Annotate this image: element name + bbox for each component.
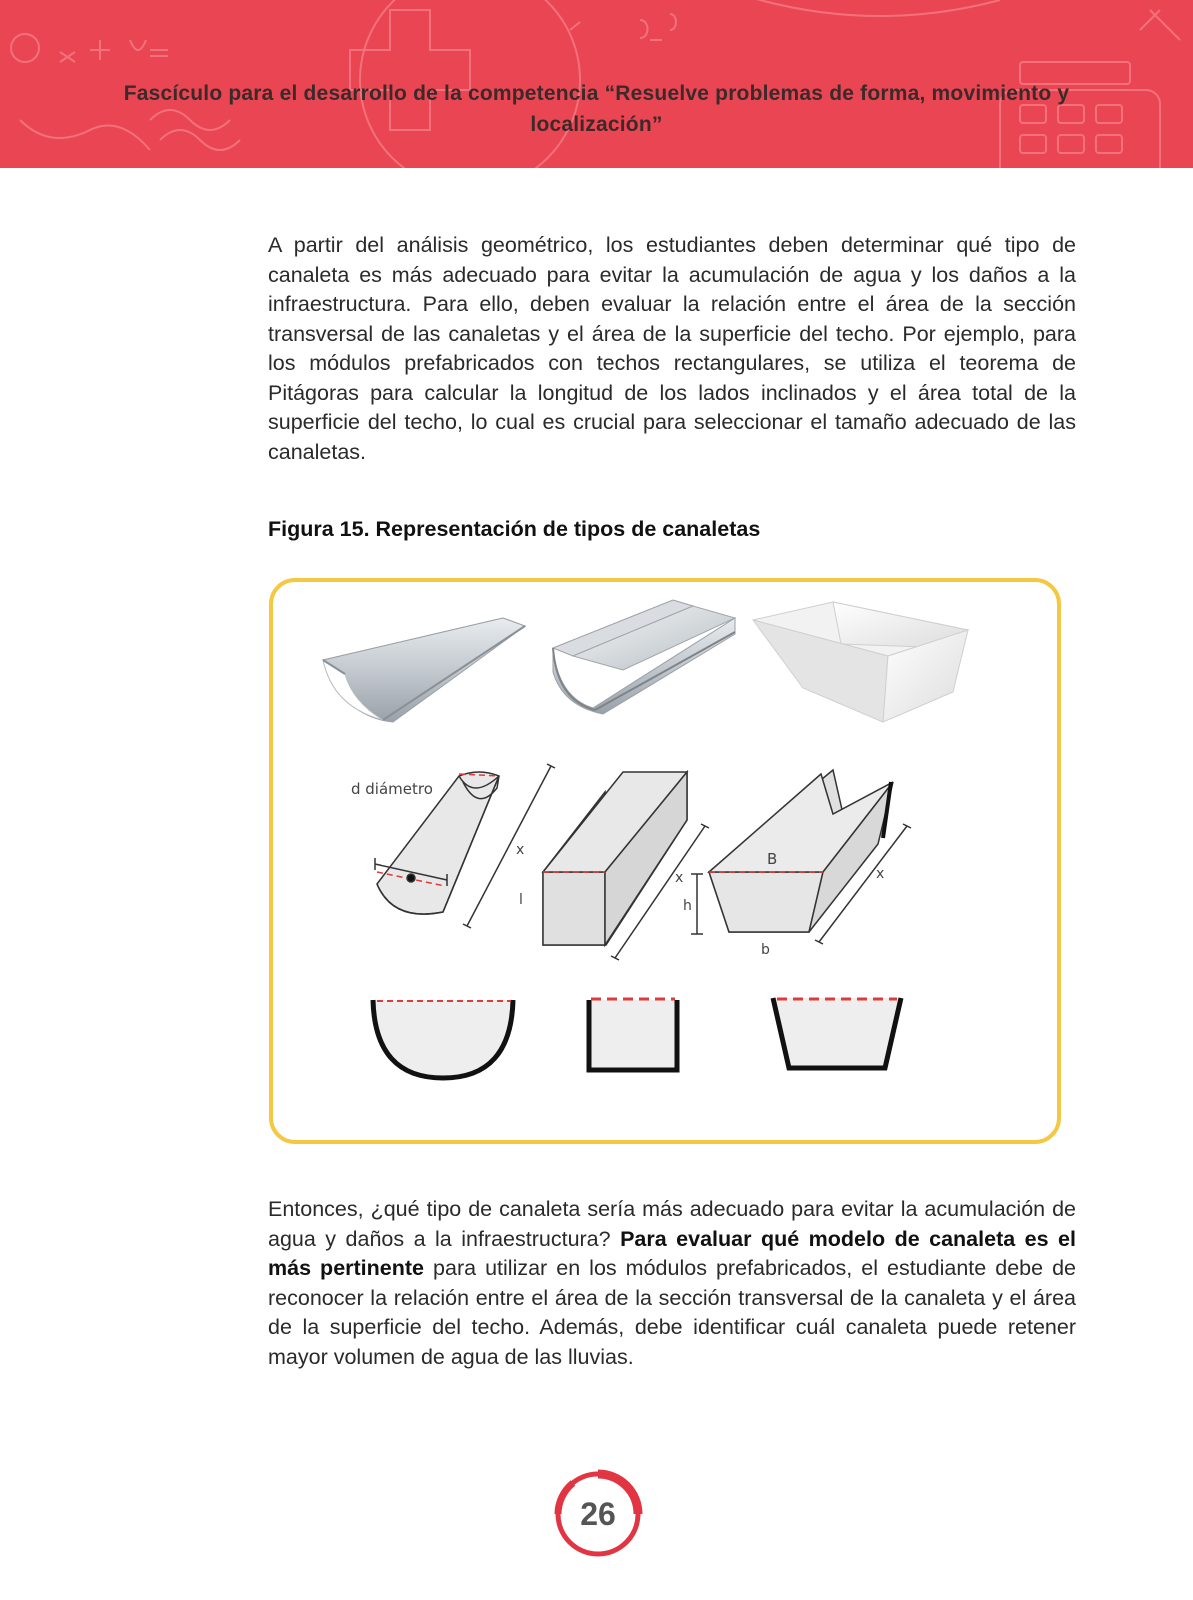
page-number: 26	[580, 1496, 616, 1532]
header-title: Fascículo para el desarrollo de la competencia “Resuelve problemas de forma, movimiento y localización”	[123, 82, 1070, 136]
figure-frame	[269, 578, 1061, 1144]
trapezoid-gutter-photo	[753, 602, 968, 722]
figure-caption: Figura 15. Representación de tipos de canaletas	[268, 517, 761, 541]
half-round-gutter-photo	[323, 618, 525, 722]
label-b: b	[761, 942, 770, 958]
label-x3: x	[876, 866, 885, 882]
label-B: B	[767, 850, 778, 868]
rectangular-gutter-diagram	[543, 772, 709, 960]
question-paragraph	[268, 1195, 1076, 1372]
half-round-cross-section	[373, 1000, 513, 1078]
label-l: l	[519, 892, 523, 908]
page-number-badge	[553, 1469, 643, 1559]
label-diameter: d diámetro	[351, 780, 433, 798]
intro-paragraph: A partir del análisis geométrico, los estudiantes deben determinar qué tipo de canaleta es más adecuado para evitar la acumulación de agua y los daños a la infraestructura. Para ello, deben evaluar la relación entre el área de la sección transversal de las canaletas y el área de la superficie del techo. Por ejemplo, para los módulos prefabricados con techos rectangulares, se utiliza el teorema de Pitágoras para calcular la longitud de los lados inclinados y el área total de la superficie del techo, lo cual es crucial para seleccionar el tamaño adecuado de las canaletas.	[268, 233, 1076, 464]
k-style-gutter-photo	[553, 600, 735, 714]
question-text-bold: Para evaluar qué modelo de canaleta es el más pertinente	[268, 1226, 1076, 1280]
gutter-figure	[273, 582, 1057, 1140]
rectangular-cross-section	[589, 999, 677, 1070]
trapezoid-gutter-diagram	[691, 770, 911, 944]
question-text-start: Entonces, ¿qué tipo de canaleta sería más adecuado para evitar la acumulación de agua y daños a la infraestructura?	[268, 1197, 1076, 1251]
page-header	[0, 0, 1193, 168]
question-text-end: para utilizar en los módulos prefabricados, el estudiante debe de reconocer la relación entre el área de la sección transversal de la canaleta y el área de la superficie del techo. Además, debe identificar cuál canaleta puede retener mayor volumen de agua de las lluvias.	[268, 1256, 1077, 1369]
label-h: h	[683, 898, 692, 914]
label-x1: x	[516, 842, 525, 858]
label-x2: x	[675, 870, 684, 886]
trapezoid-cross-section	[773, 998, 901, 1068]
